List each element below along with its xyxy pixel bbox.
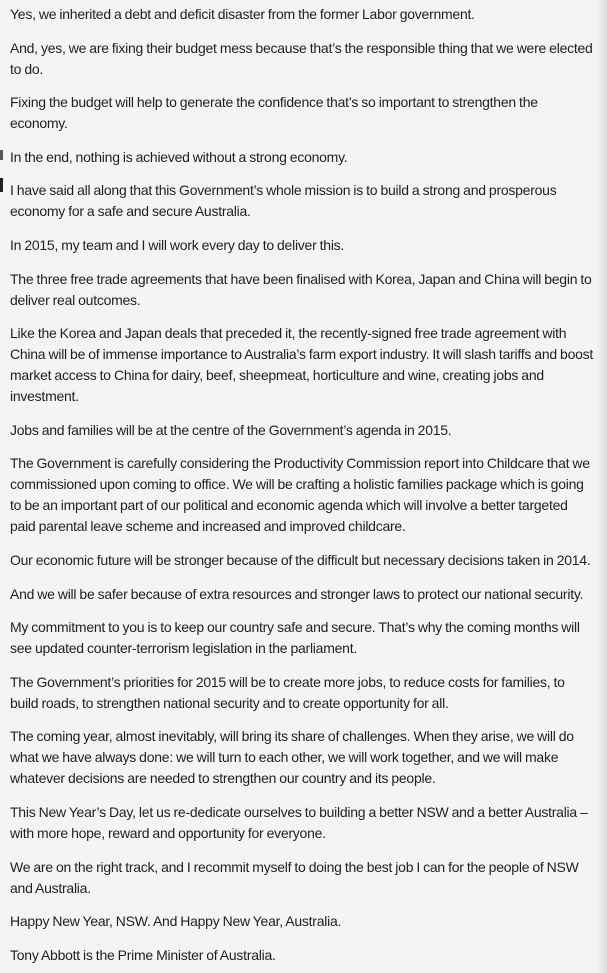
page-edge-shadow <box>597 0 607 973</box>
paragraph-6: In 2015, my team and I will work every day to deliver this. <box>10 236 345 253</box>
paragraph-11: Our economic future will be stronger because of the difficult but necessary decisions taken in 2014. <box>10 551 591 568</box>
paragraph-5: I have said all along that this Government’s whole mission is to build a strong and prosperous economy for a safe and secure Australia. <box>10 182 557 220</box>
author-credit: Tony Abbott is the Prime Minister of Australia. <box>10 946 276 963</box>
paragraph-9: Jobs and families will be at the centre of the Government’s agenda in 2015. <box>10 421 452 438</box>
paragraph-15: The coming year, almost inevitably, will bring its share of challenges. When they arise, we will do what we have always done: we will turn to each other, we will work together, and we will make whatever decisions are needed to strengthen our country and its people. <box>10 728 574 787</box>
paragraph-7: The three free trade agreements that have been finalised with Korea, Japan and China will begin to deliver real outcomes. <box>10 270 592 308</box>
paragraph-2: And, yes, we are fixing their budget mess because that’s the responsible thing that we were elected to do. <box>10 39 593 77</box>
paragraph-17: We are on the right track, and I recommit myself to doing the best job I can for the people of NSW and Australia. <box>10 858 579 896</box>
paragraph-13: My commitment to you is to keep our country safe and secure. That’s why the coming months will see updated counter-terrorism legislation in the parliament. <box>10 619 580 657</box>
paragraph-4: In the end, nothing is achieved without a strong economy. <box>10 148 348 165</box>
paragraph-10: The Government is carefully considering the Productivity Commission report into Childcare that we commissioned upon coming to office. We will be crafting a holistic families package which is going to be an important part of our political and economic agenda which will involve a better targeted paid parental leave scheme and increased and improved childcare. <box>10 455 590 535</box>
paragraph-1: Yes, we inherited a debt and deficit disaster from the former Labor government. <box>10 6 475 22</box>
paragraph-3: Fixing the budget will help to generate the confidence that’s so important to strengthen the economy. <box>10 94 538 132</box>
margin-marker <box>0 178 3 192</box>
paragraph-18: Happy New Year, NSW. And Happy New Year, Australia. <box>10 913 342 930</box>
paragraph-8: Like the Korea and Japan deals that preceded it, the recently-signed free trade agreement with China will be of immense importance to Australia’s farm export industry. It will slash tariffs and boost market access to China for dairy, beef, sheepmeat, horticulture and wine, creating jobs and investment. <box>10 325 594 405</box>
paragraph-12: And we will be safer because of extra resources and stronger laws to protect our national security. <box>10 585 584 602</box>
margin-marker <box>0 150 3 160</box>
paragraph-14: The Government’s priorities for 2015 will be to create more jobs, to reduce costs for families, to build roads, to strengthen national security and to create opportunity for all. <box>10 673 565 711</box>
paragraph-16: This New Year’s Day, let us re-dedicate ourselves to building a better NSW and a better Australia – with more hope, reward and opportunity for everyone. <box>10 803 588 841</box>
